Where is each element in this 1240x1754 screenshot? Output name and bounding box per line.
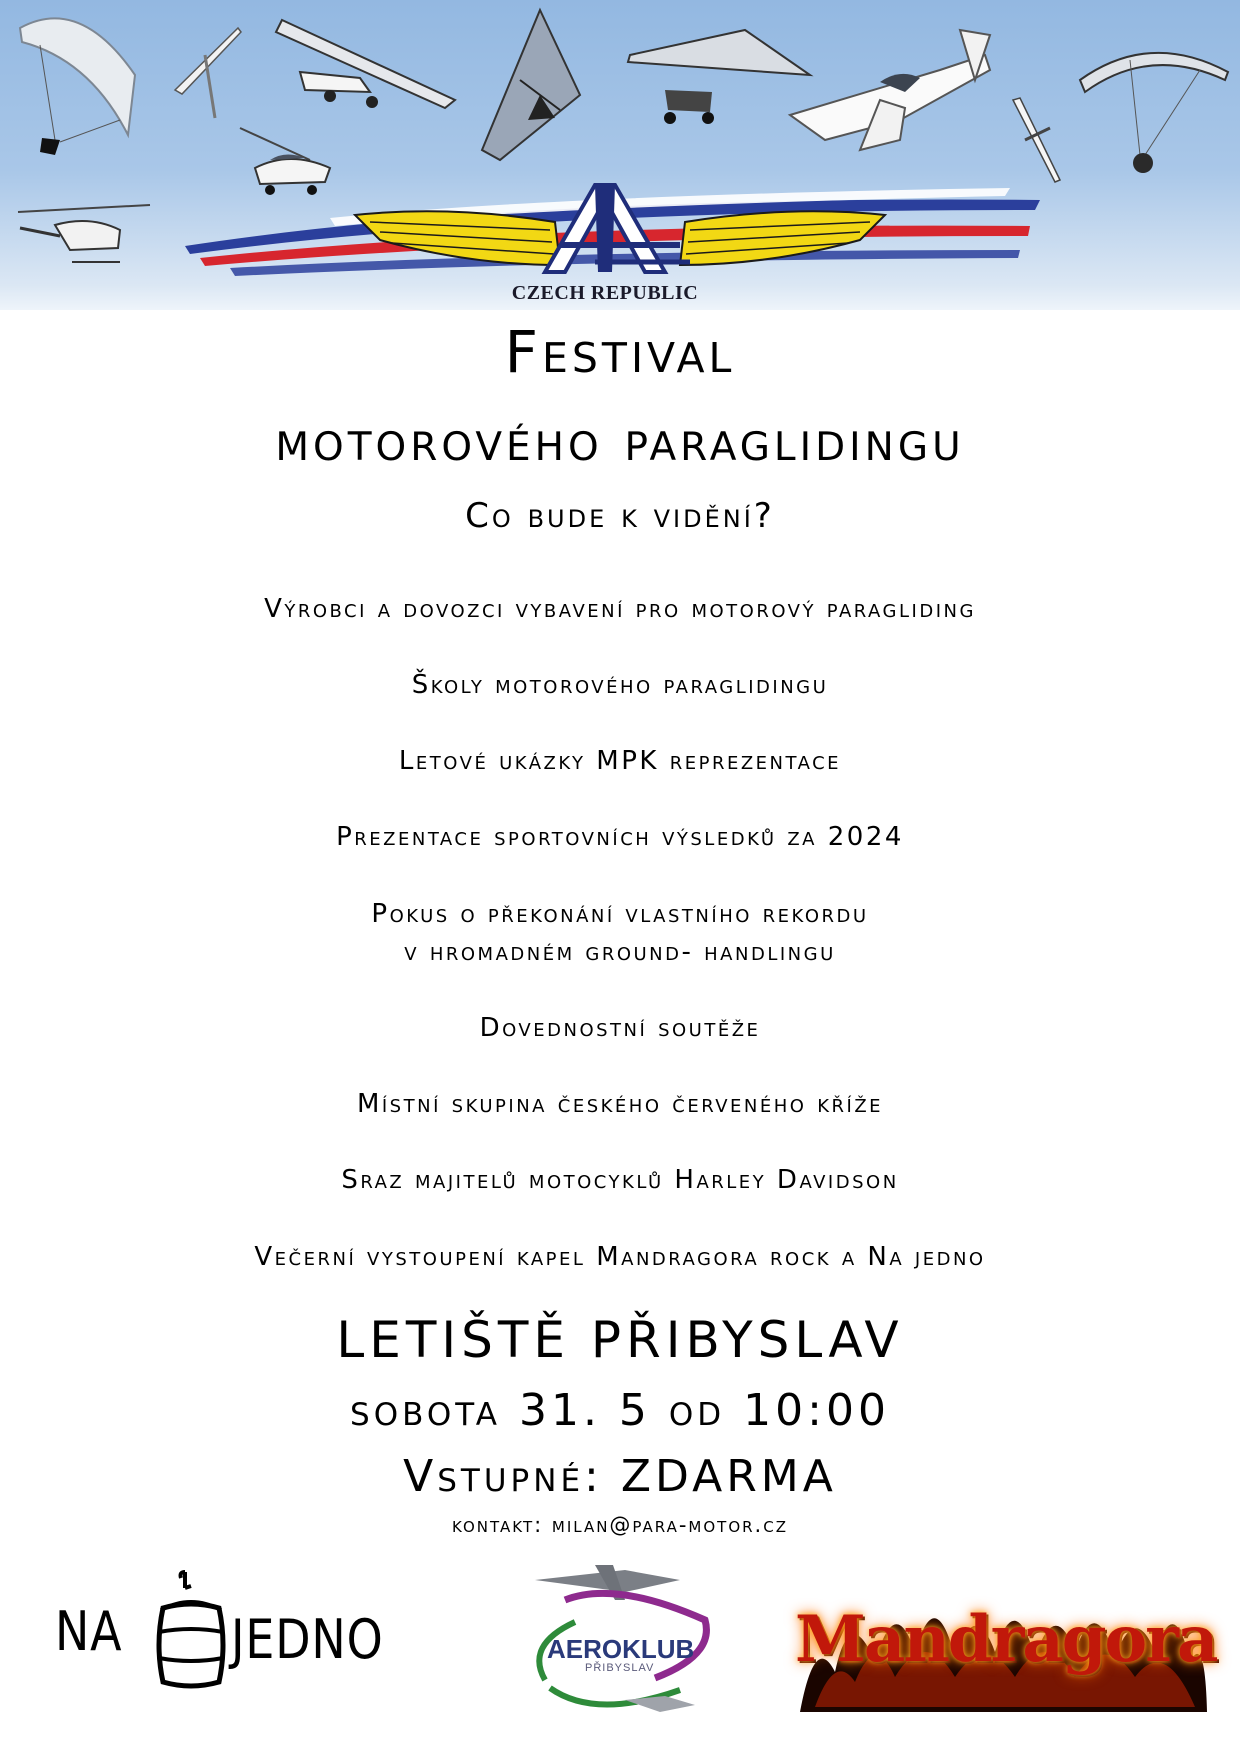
na-jedno-text-right: JEDNO <box>231 1608 384 1671</box>
event-title-line1: Festival <box>504 318 736 386</box>
sport-plane-icon <box>790 30 990 150</box>
paraglider-right-icon <box>1080 53 1228 173</box>
program-item: Výrobci a dovozci vybavení pro motorový paragliding <box>264 594 976 624</box>
aeroklub-name: AEROKLUB <box>547 1634 695 1664</box>
glider-icon <box>175 28 241 118</box>
trike-icon <box>628 30 810 124</box>
program-item: Místní skupina českého červeného kříže <box>356 1089 884 1119</box>
header-banner <box>0 0 1240 310</box>
hang-glider-icon <box>482 10 580 160</box>
logo-caption: CZECH REPUBLIC <box>511 282 699 304</box>
program-item: Dovednostní soutěže <box>479 1013 761 1043</box>
venue: LETIŠTĚ PŘIBYSLAV <box>336 1311 904 1369</box>
event-subtitle: Co bude k vidění? <box>465 496 775 536</box>
autogyro-icon <box>240 128 330 195</box>
program-item: Sraz majitelů motocyklů Harley Davidson <box>341 1165 899 1195</box>
paraglider-icon <box>20 18 135 155</box>
event-date: sobota 31. 5 od 10:00 <box>350 1385 890 1436</box>
aeroklub-subtitle: PŘIBYSLAV <box>585 1662 655 1674</box>
program-item: Školy motorového paraglidingu <box>411 670 829 700</box>
entry-fee: Vstupné: ZDARMA <box>403 1451 837 1502</box>
helicopter-icon <box>18 205 150 262</box>
event-title-line2: motorového paraglidingu <box>275 409 965 474</box>
aeroklub-logo <box>505 1560 725 1725</box>
program-item: Prezentace sportovních výsledků za 2024 <box>336 822 904 852</box>
mandragora-text: Mandragora <box>795 1602 1217 1677</box>
program-item: v hromadném ground- handlingu <box>404 937 836 967</box>
program-item: Večerní vystoupení kapel Mandragora rock a Na jedno <box>254 1242 986 1272</box>
program-item: Pokus o překonání vlastního rekordu <box>371 899 869 929</box>
na-jedno-logo <box>55 1570 415 1690</box>
aircraft-illustration <box>0 0 1240 310</box>
contact-info: kontakt: milan@para-motor.cz <box>451 1513 788 1537</box>
barrel-icon <box>151 1570 231 1690</box>
ultralight-icon <box>276 20 455 108</box>
glider-right-icon <box>1013 98 1060 182</box>
program-item: Letové ukázky MPK reprezentace <box>398 746 842 776</box>
mandragora-logo <box>795 1572 1217 1722</box>
na-jedno-text-left: NA <box>55 1600 123 1663</box>
